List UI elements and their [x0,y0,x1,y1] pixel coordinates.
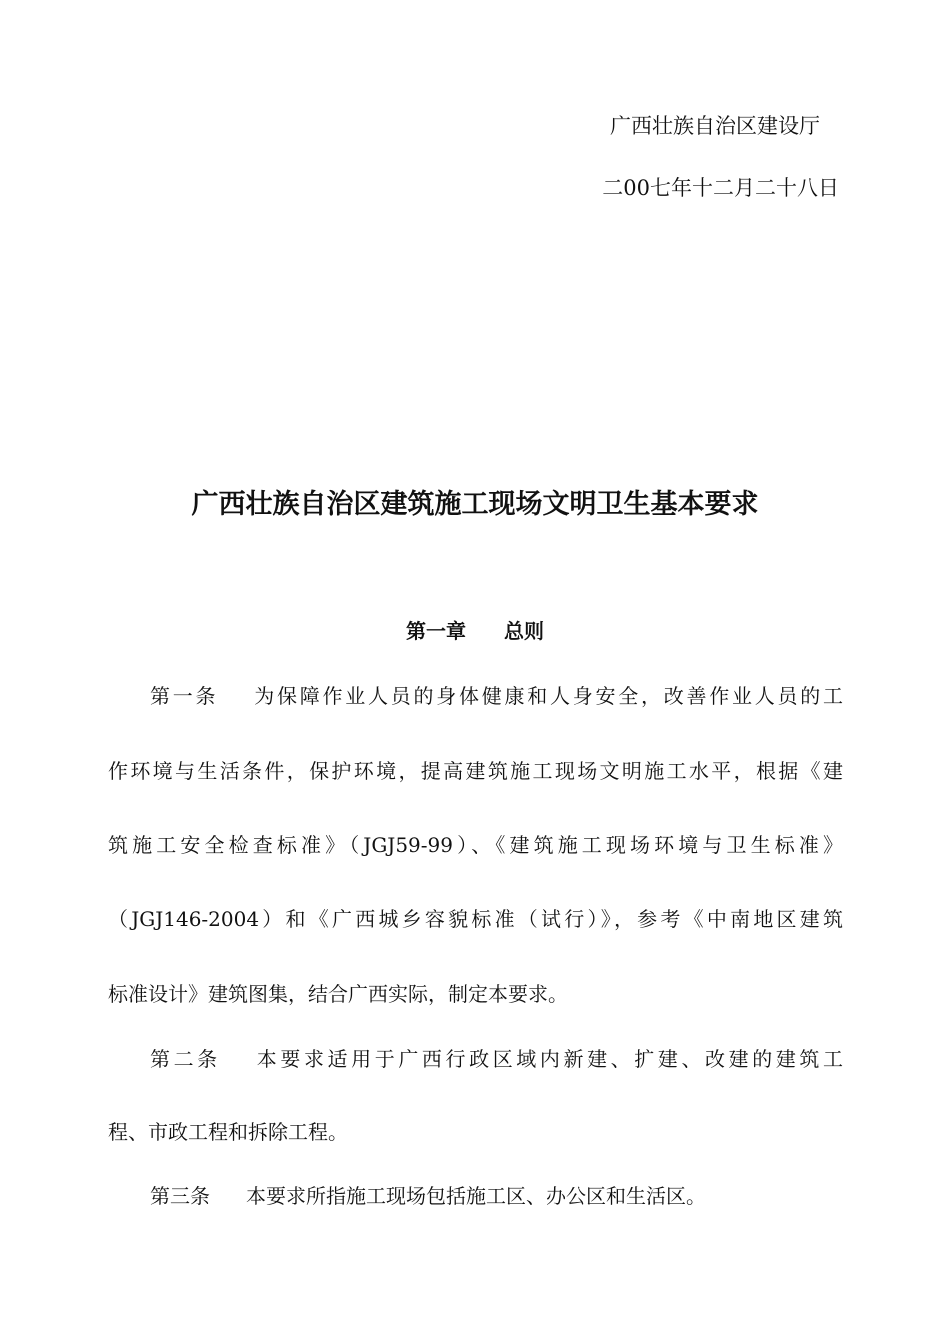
article-1-line-3: 筑施工安全检查标准》（JGJ59-99）、《建筑施工现场环境与卫生标准》 [108,833,843,857]
article-1-line-1 [108,680,843,709]
article-1-label: 第一条 [150,684,219,708]
article-2-label: 第二条 [150,1047,221,1071]
date-line: 二00七年十二月二十八日 [602,176,839,200]
article-3-line-1 [108,1180,843,1209]
article-3-text: 本要求所指施工现场包括施工区、办公区和生活区。 [246,1184,706,1208]
article-2-text: 本要求适用于广西行政区域内新建、扩建、改建的建筑工 [256,1047,844,1071]
chapter-number: 第一章 [406,619,466,643]
article-3-label: 第三条 [150,1184,210,1208]
article-1-text: 为保障作业人员的身体健康和人身安全，改善作业人员的工 [254,684,843,708]
article-2-line-1 [108,1043,843,1072]
document-title: 广西壮族自治区建筑施工现场文明卫生基本要求 [191,489,759,520]
issuer-line: 广西壮族自治区建设厅 [610,114,820,138]
article-1-line-2: 作环境与生活条件，保护环境，提高建筑施工现场文明施工水平，根据《建 [108,759,843,783]
chapter-heading [0,615,950,644]
article-2-line-2: 程、市政工程和拆除工程。 [108,1120,348,1144]
article-1-line-5: 标准设计》建筑图集，结合广西实际，制定本要求。 [108,982,568,1006]
article-1-line-4: （JGJ146-2004）和《广西城乡容貌标准（试行）》，参考《中南地区建筑 [108,907,843,931]
chapter-name: 总则 [504,619,544,643]
